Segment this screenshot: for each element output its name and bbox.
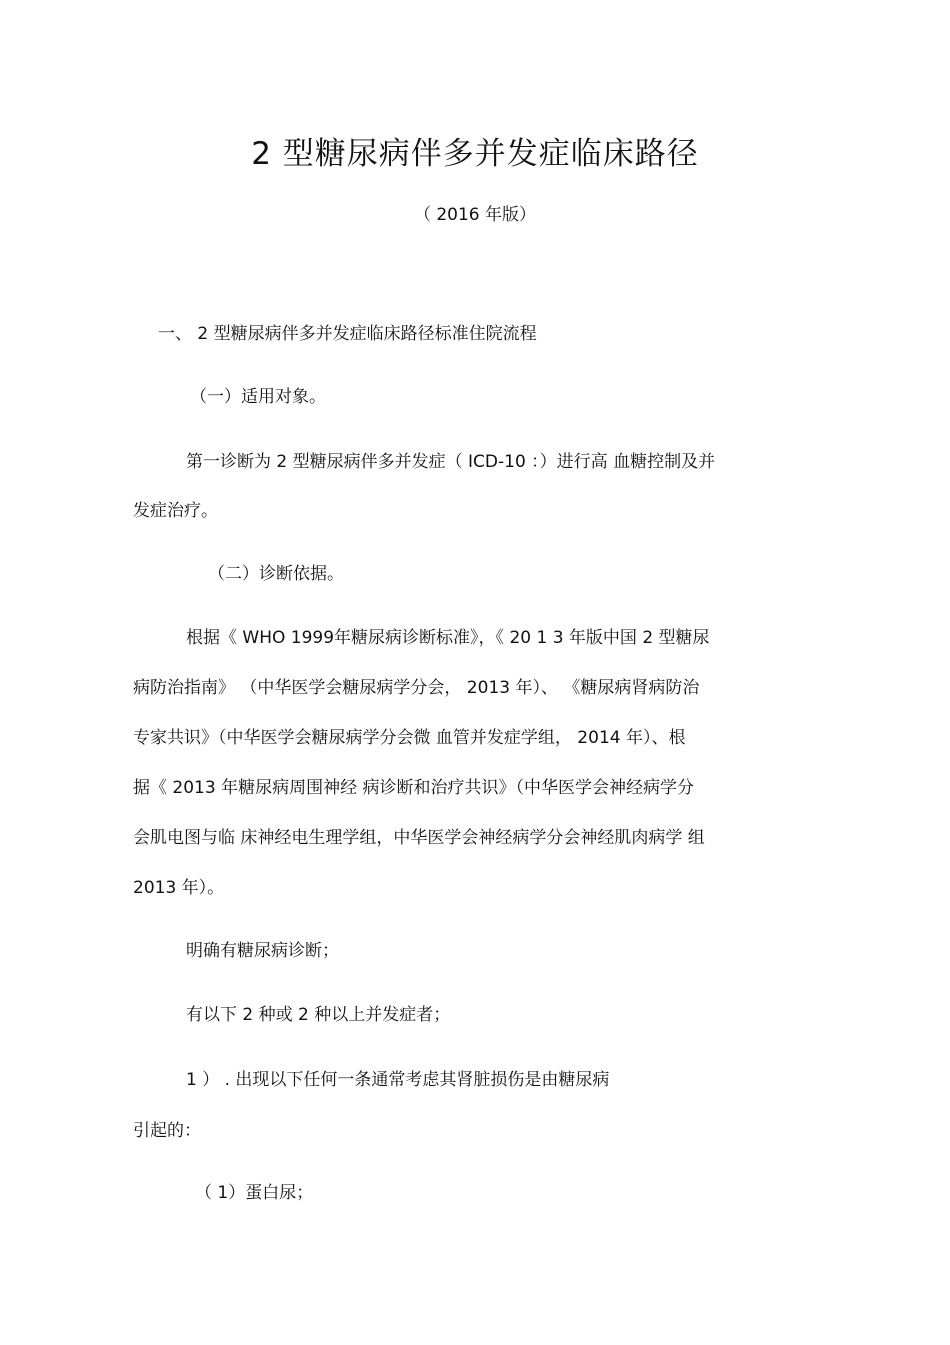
- criteria-line: 有以下 2 种或 2 种以上并发症者；: [186, 1005, 451, 1025]
- paragraph-line: 病防治指南》 （中华医学会糖尿病学分会， 2013 年）、 《糖尿病肾病防治: [133, 678, 700, 698]
- subsection-heading-diagnosis-basis: （二）诊断依据。: [208, 564, 344, 584]
- paragraph-line: 会肌电图与临 床神经电生理学组，中华医学会神经病学分会神经肌肉病学 组: [133, 828, 705, 848]
- list-item-continuation: 引起的：: [133, 1121, 201, 1141]
- paragraph-line: 第一诊断为 2 型糖尿病伴多并发症（ ICD-10 ：）进行高 血糖控制及并: [186, 452, 716, 472]
- paragraph-line: 2013 年）。: [133, 878, 225, 898]
- criteria-line: 明确有糖尿病诊断；: [186, 941, 339, 961]
- edition-label: （ 2016 年版）: [413, 205, 537, 225]
- sub-list-item: （ 1）蛋白尿；: [195, 1183, 314, 1203]
- list-item: 1 ） . 出现以下任何一条通常考虑其肾脏损伤是由糖尿病: [186, 1070, 610, 1090]
- subsection-heading-applicable-objects: （一）适用对象。: [190, 387, 326, 407]
- paragraph-line: 据《 2013 年糖尿病周围神经 病诊断和治疗共识》（中华医学会神经病学分: [133, 778, 694, 798]
- section-heading-1: 一、 2 型糖尿病伴多并发症临床路径标准住院流程: [158, 324, 537, 344]
- document-title: 2 型糖尿病伴多并发症临床路径: [251, 136, 699, 172]
- paragraph-line: 专家共识》（中华医学会糖尿病学分会微 血管并发症学组， 2014 年）、根: [133, 728, 686, 748]
- paragraph-line: 发症治疗。: [133, 501, 218, 521]
- paragraph-line: 根据《 WHO 1999年糖尿病诊断标准》，《 20 1 3 年版中国 2 型糖尿: [186, 628, 710, 648]
